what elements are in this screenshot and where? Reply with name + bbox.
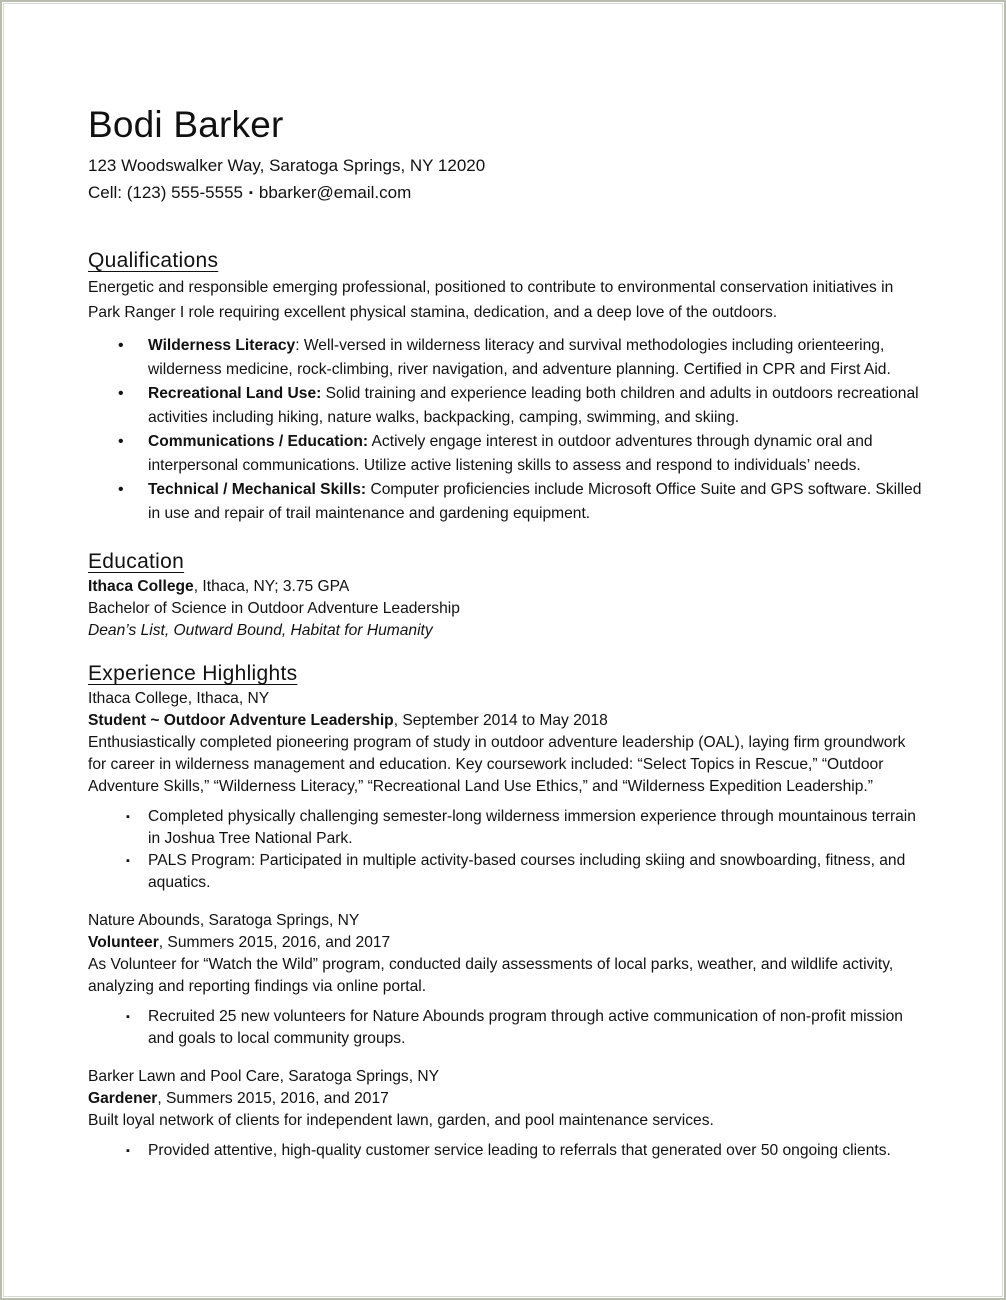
item-label: Wilderness Literacy xyxy=(148,337,296,354)
job-dates: , September 2014 to May 2018 xyxy=(393,712,608,729)
job-role: Volunteer xyxy=(88,934,159,951)
job-bullets xyxy=(88,1006,924,1050)
job-role: Student ~ Outdoor Adventure Leadership xyxy=(88,712,394,729)
item-text: Solid training and experience leading both children and adults in outdoors recreational activities including hiking, nature walks, backpacking, camping, swimming, and skiing. xyxy=(148,385,919,426)
job-role-line xyxy=(88,932,924,954)
square-bullet-icon: ▪ xyxy=(126,855,130,867)
square-bullet-icon: ▪ xyxy=(126,811,130,823)
bullet-text: PALS Program: Participated in multiple activity-based courses including skiing and snowboarding, fitness, and aquatics. xyxy=(148,852,906,891)
education-degree: Bachelor of Science in Outdoor Adventure Leadership xyxy=(88,600,460,617)
item-label: Recreational Land Use: xyxy=(148,385,322,402)
item-text: : Well-versed in wilderness literacy and survival methodologies including orienteering, wilderness medicine, rock-climbing, river navigation, and adventure planning. Certified in CPR and First Aid. xyxy=(148,337,891,378)
contact-block xyxy=(88,152,924,209)
job-org: Ithaca College, Ithaca, NY xyxy=(88,690,270,707)
item-text: Computer proficiencies include Microsoft Office Suite and GPS software. Skilled in use and repair of trail maintenance and gardening equipment. xyxy=(148,481,922,522)
section-title-experience: Experience Highlights xyxy=(88,662,298,685)
list-item xyxy=(126,850,924,894)
job-description: As Volunteer for “Watch the Wild” program, conducted daily assessments of local parks, weather, and wildlife activity, analyzing and reporting findings via online portal. xyxy=(88,956,894,995)
bullet-text: Completed physically challenging semester-long wilderness immersion experience through mountainous terrain in Joshua Tree National Park. xyxy=(148,808,916,847)
candidate-name: Bodi Barker xyxy=(88,104,284,145)
list-item xyxy=(118,478,924,526)
job-description: Built loyal network of clients for independent lawn, garden, and pool maintenance services. xyxy=(88,1112,714,1129)
list-item xyxy=(126,806,924,850)
list-item xyxy=(118,430,924,478)
job-role-line xyxy=(88,710,924,732)
job-role-line xyxy=(88,1088,924,1110)
job-dates: , Summers 2015, 2016, and 2017 xyxy=(158,934,391,951)
list-item xyxy=(126,1006,924,1050)
email: bbarker@email.com xyxy=(258,183,412,202)
separator-icon: ▪ xyxy=(248,187,253,199)
education-honors: Dean’s List, Outward Bound, Habitat for Humanity xyxy=(88,622,433,639)
item-label: Communications / Education: xyxy=(148,433,369,450)
job-entry xyxy=(88,1066,924,1162)
list-item xyxy=(118,334,924,382)
section-title-education: Education xyxy=(88,550,185,573)
job-role: Gardener xyxy=(88,1090,158,1107)
job-bullets xyxy=(88,1140,924,1162)
phone-email-line xyxy=(88,179,924,209)
square-bullet-icon: ▪ xyxy=(126,1011,130,1023)
item-label: Technical / Mechanical Skills: xyxy=(148,481,367,498)
bullet-icon: • xyxy=(118,385,124,402)
job-org: Nature Abounds, Saratoga Springs, NY xyxy=(88,912,360,929)
bullet-icon: • xyxy=(118,337,124,354)
item-text: Actively engage interest in outdoor adventures through dynamic oral and interpersonal communications. Utilize active listening skills to assess and respond to individuals’ needs. xyxy=(148,433,873,474)
job-dates: , Summers 2015, 2016, and 2017 xyxy=(157,1090,389,1107)
bullet-icon: • xyxy=(118,481,124,498)
job-bullets xyxy=(88,806,924,894)
qualifications-summary: Energetic and responsible emerging professional, positioned to contribute to environmental conservation initiatives in Park Ranger I role requiring excellent physical stamina, dedication, and a deep love of the outdoors. xyxy=(88,279,894,321)
address: 123 Woodswalker Way, Saratoga Springs, NY 12020 xyxy=(88,156,486,175)
job-entry xyxy=(88,910,924,1050)
section-title-qualifications: Qualifications xyxy=(88,249,219,272)
list-item xyxy=(126,1140,924,1162)
square-bullet-icon: ▪ xyxy=(126,1145,130,1157)
bullet-text: Recruited 25 new volunteers for Nature Abounds program through active communication of non-profit mission and goals to local community groups. xyxy=(148,1008,903,1047)
bullet-text: Provided attentive, high-quality customer service leading to referrals that generated over 50 ongoing clients. xyxy=(148,1142,891,1159)
school-name: Ithaca College xyxy=(88,578,194,595)
school-location: , Ithaca, NY; 3.75 GPA xyxy=(193,578,350,595)
job-org: Barker Lawn and Pool Care, Saratoga Springs, NY xyxy=(88,1068,440,1085)
list-item xyxy=(118,382,924,430)
education-school-line xyxy=(88,576,924,598)
bullet-icon: • xyxy=(118,433,124,450)
phone: Cell: (123) 555-5555 xyxy=(88,183,243,202)
job-entry xyxy=(88,688,924,894)
qualifications-list xyxy=(88,334,924,526)
job-description: Enthusiastically completed pioneering program of study in outdoor adventure leadership (OAL), laying firm groundwork for career in wilderness management and education. Key coursework included: “Select Topics in Rescue,” “Outdoor Adventure Skills,” “Wilderness Literacy,” “Recreational Land Use Ethics,” and “Wilderness Expedition Leadership.” xyxy=(88,734,906,795)
